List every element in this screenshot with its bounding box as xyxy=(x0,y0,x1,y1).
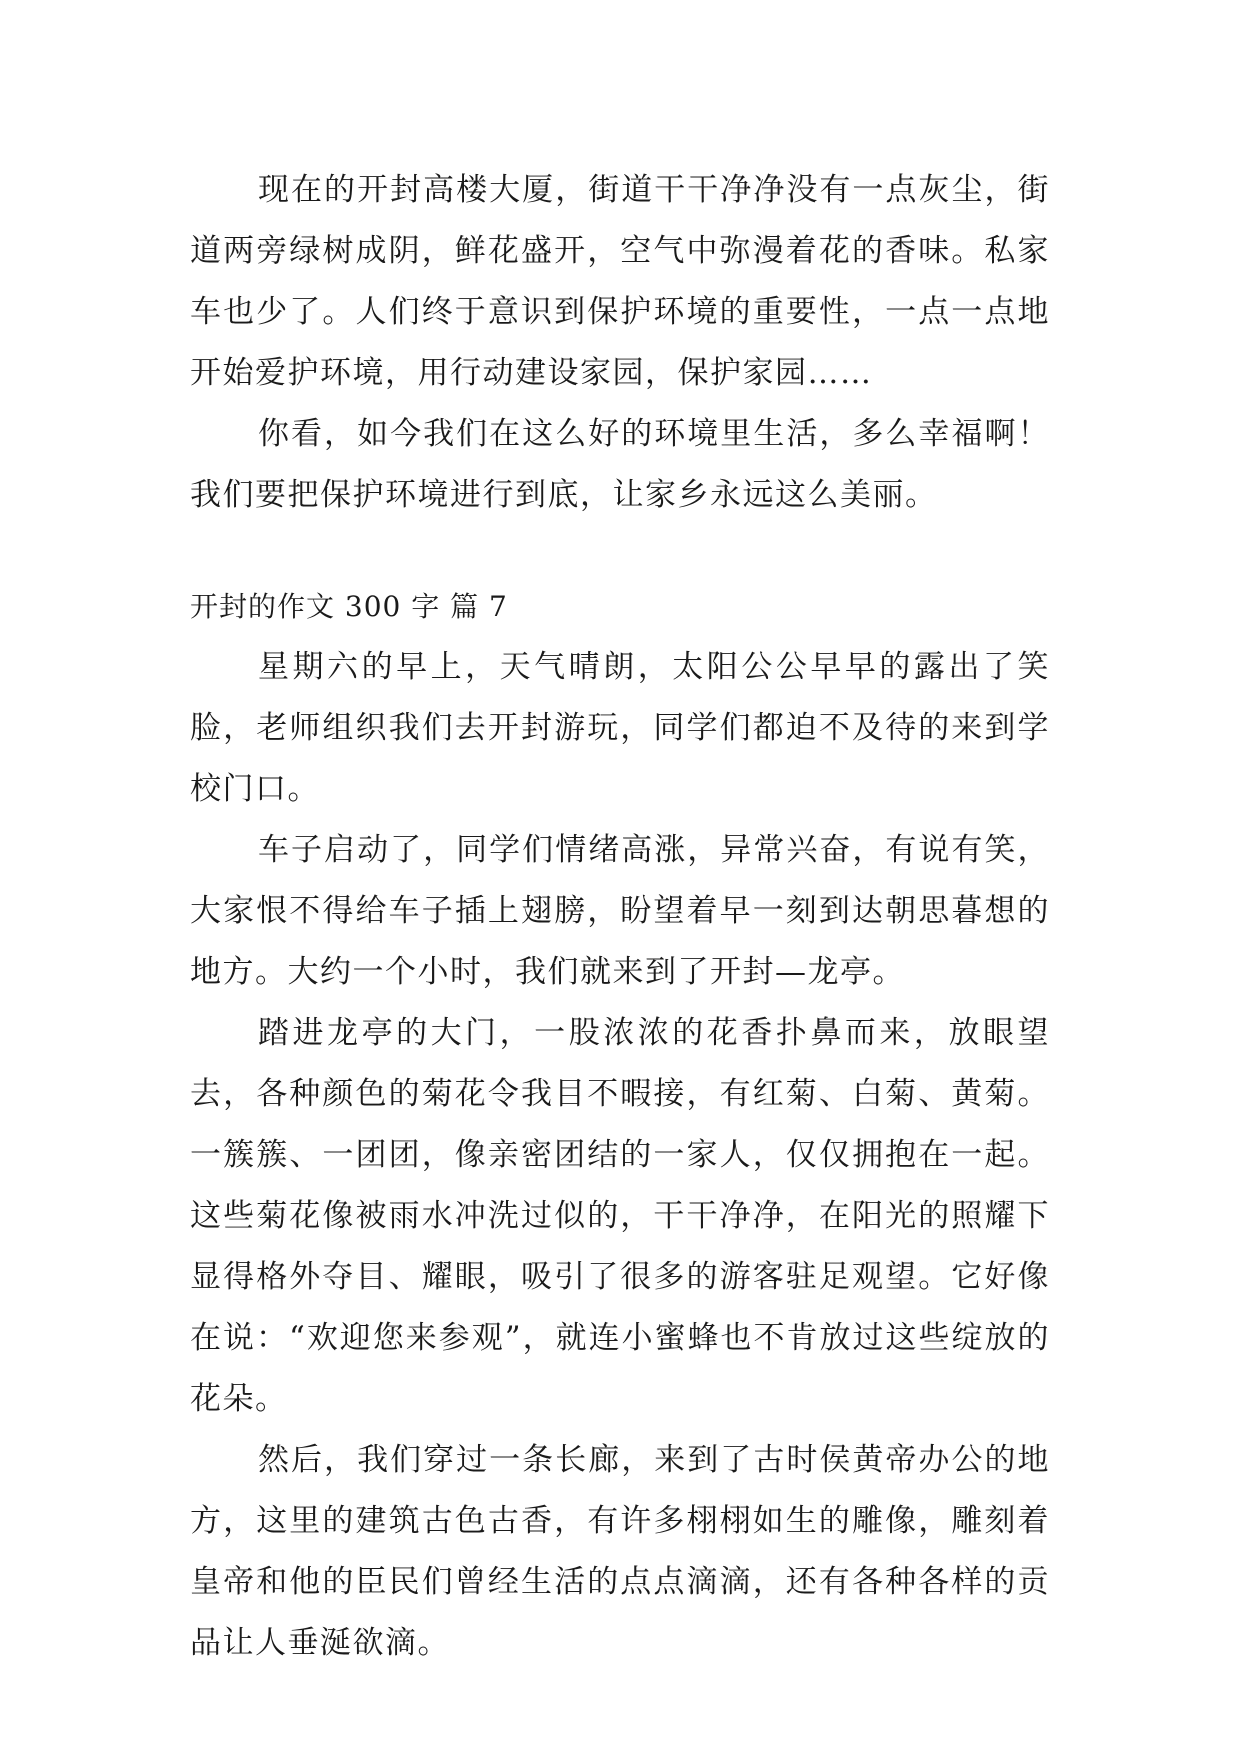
paragraph-3: 星期六的早上，天气晴朗，太阳公公早早的露出了笑脸，老师组织我们去开封游玩，同学们都迫不及待的来到学校门口。 xyxy=(190,649,1050,807)
document-page xyxy=(190,160,1050,1674)
paragraph-2: 你看，如今我们在这么好的环境里生活，多么幸福啊！我们要把保护环境进行到底，让家乡永远这么美丽。 xyxy=(190,416,1050,513)
paragraph-4: 车子启动了，同学们情绪高涨，异常兴奋，有说有笑，大家恨不得给车子插上翅膀，盼望着早一刻到达朝思暮想的地方。大约一个小时，我们就来到了开封—龙亭。 xyxy=(190,832,1050,990)
paragraph-1: 现在的开封高楼大厦，街道干干净净没有一点灰尘，街道两旁绿树成阴，鲜花盛开，空气中弥漫着花的香味。私家车也少了。人们终于意识到保护环境的重要性，一点一点地开始爱护环境，用行动建设家园，保护家园…… xyxy=(190,172,1050,391)
paragraph-5: 踏进龙亭的大门，一股浓浓的花香扑鼻而来，放眼望去，各种颜色的菊花令我目不暇接，有红菊、白菊、黄菊。一簇簇、一团团，像亲密团结的一家人，仅仅拥抱在一起。这些菊花像被雨水冲洗过似的，干干净净，在阳光的照耀下显得格外夺目、耀眼，吸引了很多的游客驻足观望。它好像在说：“欢迎您来参观”，就连小蜜蜂也不肯放过这些绽放的花朵。 xyxy=(190,1015,1050,1417)
section-title: 开封的作文 300 字 篇 7 xyxy=(190,590,508,623)
paragraph-6: 然后，我们穿过一条长廊，来到了古时侯黄帝办公的地方，这里的建筑古色古香，有许多栩栩如生的雕像，雕刻着皇帝和他的臣民们曾经生活的点点滴滴，还有各种各样的贡品让人垂涎欲滴。 xyxy=(190,1442,1050,1661)
section-gap xyxy=(190,526,1050,576)
